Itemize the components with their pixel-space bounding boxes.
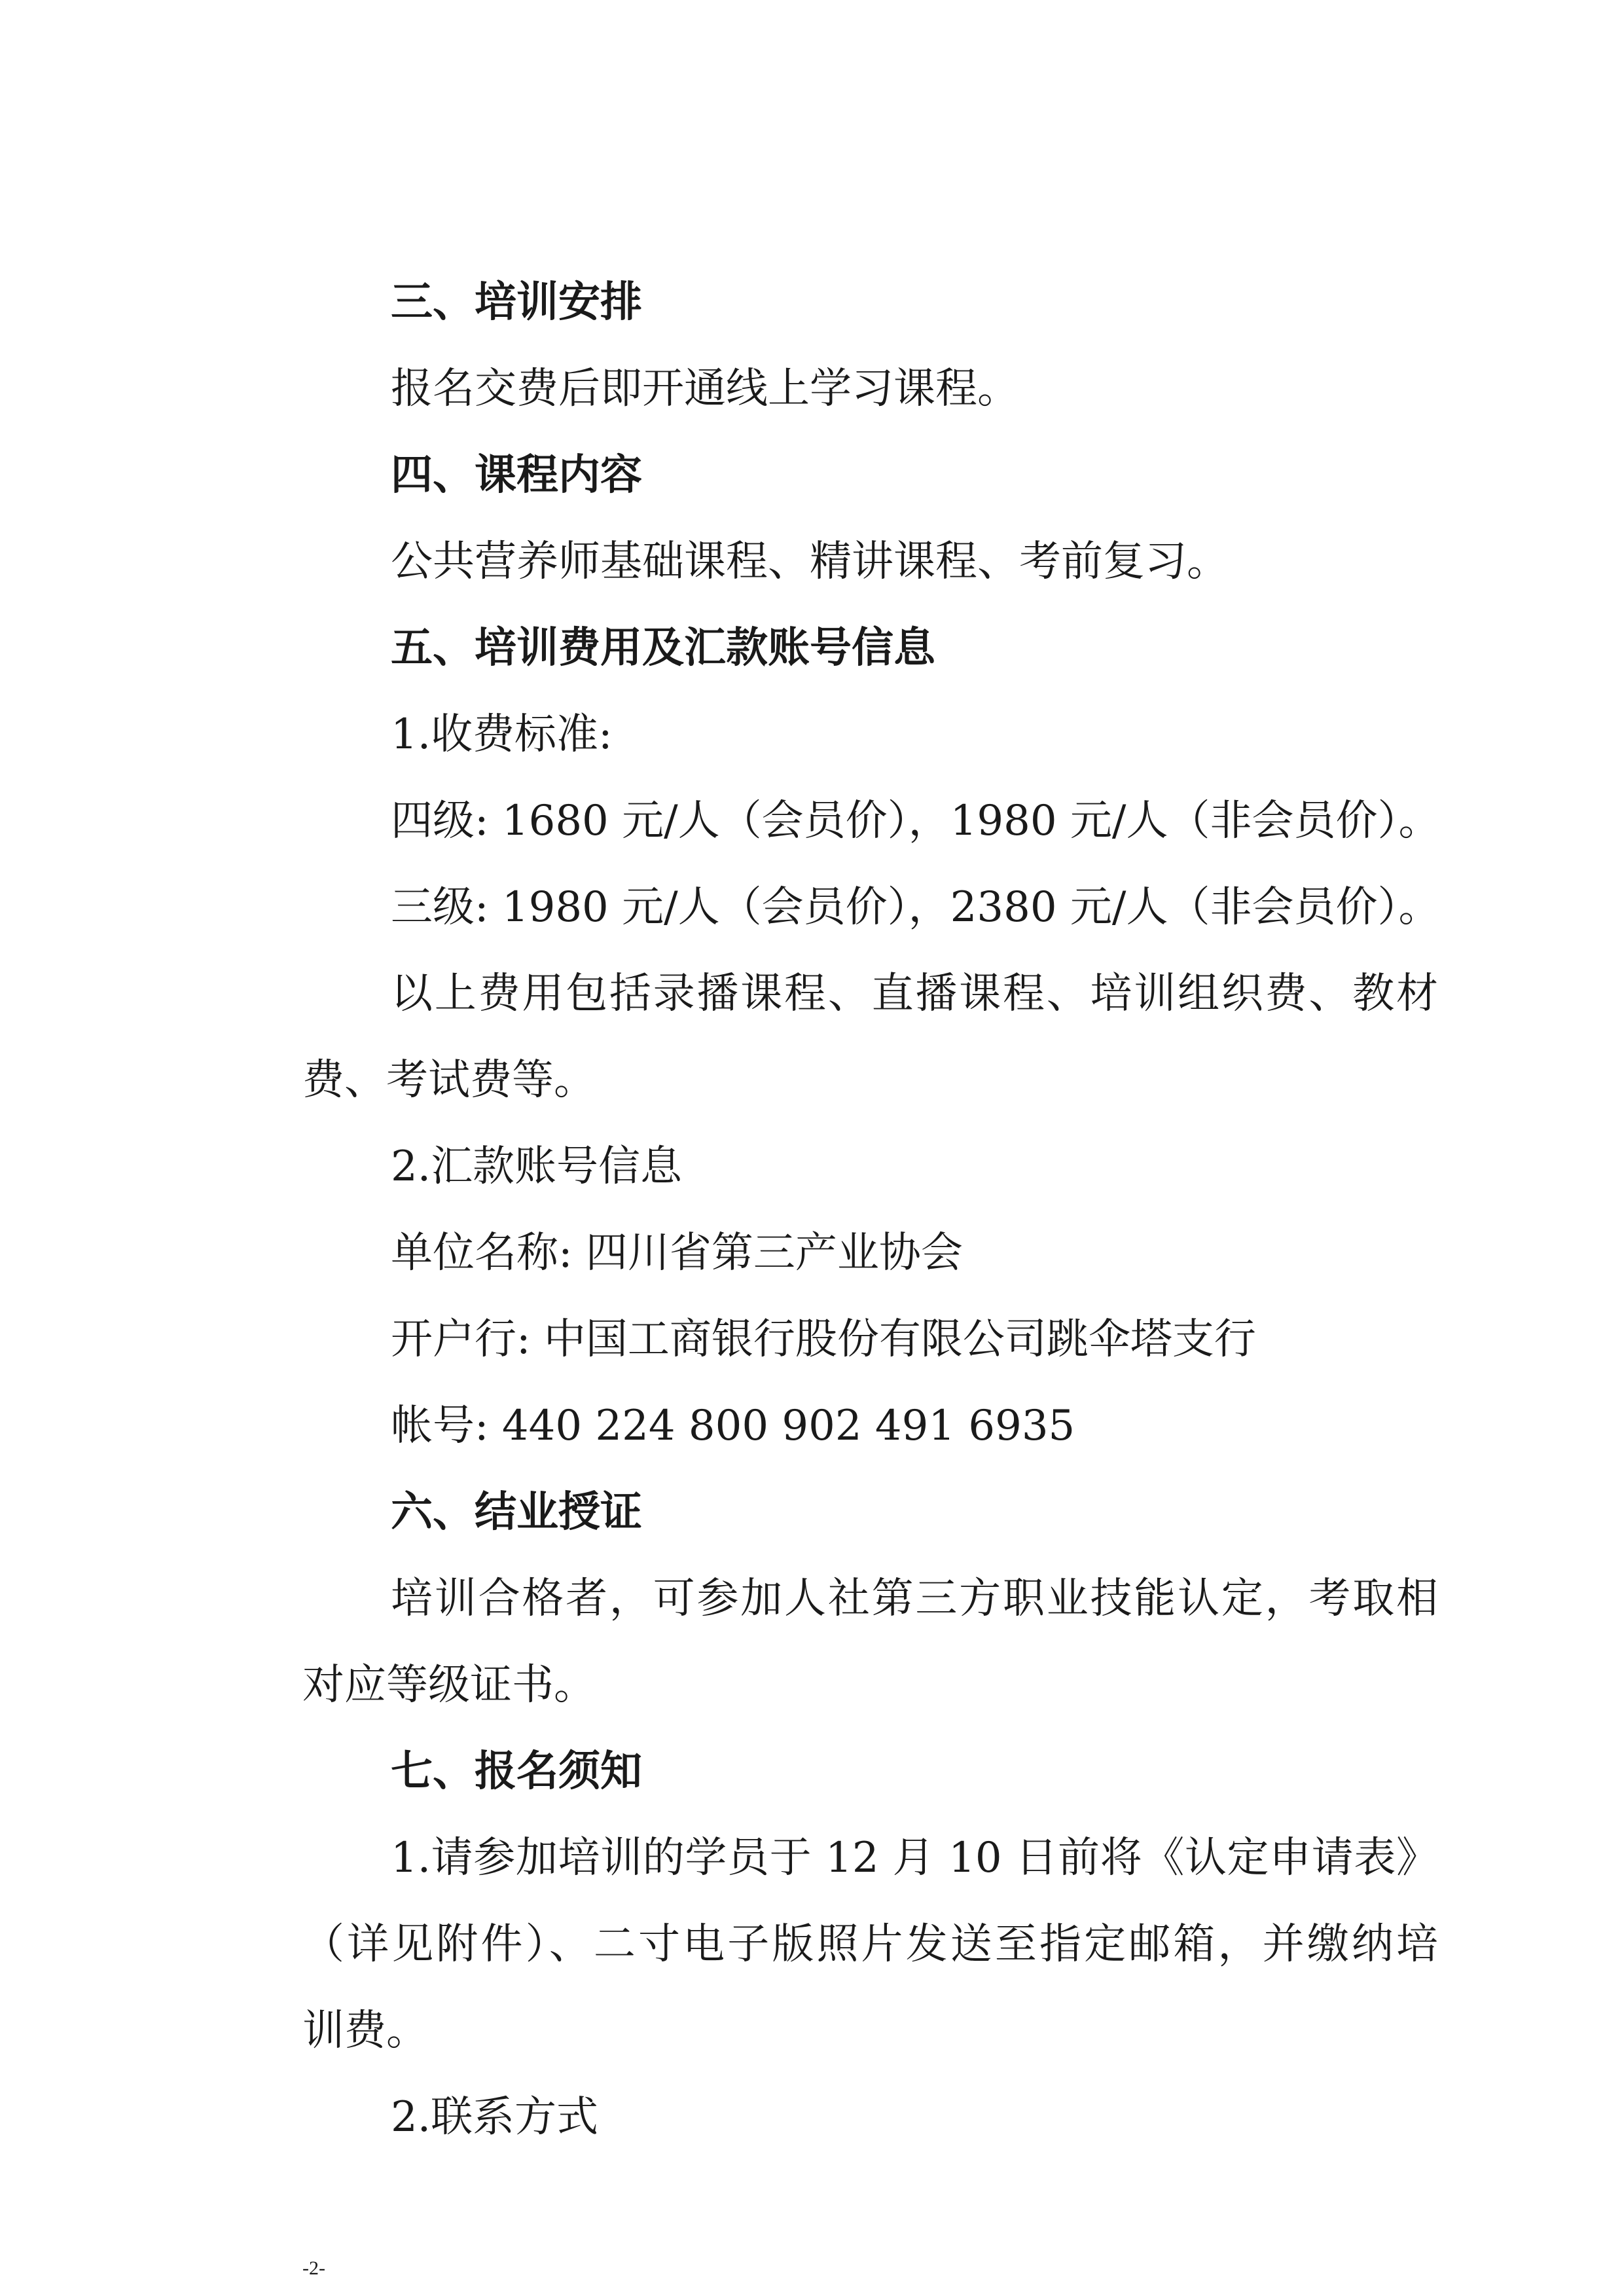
fee-level-4: 四级: 1680 元/人（会员价），1980 元/人（非会员价）。 bbox=[391, 797, 1441, 845]
subheading-account-info: 2.汇款账号信息 bbox=[391, 1142, 683, 1191]
subheading-fee-standard: 1.收费标准: bbox=[391, 710, 613, 759]
account-number: 帐号: 440 224 800 902 491 6935 bbox=[391, 1402, 1075, 1450]
section-heading-training-arrangement: 三、培训安排 bbox=[391, 278, 642, 327]
paragraph: 公共营养师基础课程、精讲课程、考前复习。 bbox=[391, 538, 1229, 586]
paragraph-continuation: 费、考试费等。 bbox=[302, 1056, 596, 1104]
paragraph-continuation: 对应等级证书。 bbox=[302, 1661, 596, 1709]
subheading-contact: 2.联系方式 bbox=[391, 2093, 599, 2141]
paragraph: 报名交费后即开通线上学习课程。 bbox=[391, 365, 1019, 413]
section-heading-certification: 六、结业授证 bbox=[391, 1488, 642, 1537]
section-heading-course-content: 四、课程内容 bbox=[391, 451, 642, 500]
page-number: -2- bbox=[302, 2257, 325, 2279]
fee-level-3: 三级: 1980 元/人（会员价），2380 元/人（非会员价）。 bbox=[391, 883, 1441, 932]
section-heading-fees-account: 五、培训费用及汇款账号信息 bbox=[391, 624, 935, 672]
paragraph-continuation: （详见附件）、二寸电子版照片发送至指定邮箱，并缴纳培 bbox=[302, 1920, 1438, 1969]
paragraph-continuation: 训费。 bbox=[302, 2007, 428, 2055]
paragraph: 以上费用包括录播课程、直播课程、培训组织费、教材 bbox=[391, 970, 1438, 1018]
section-heading-registration-notice: 七、报名须知 bbox=[391, 1747, 642, 1796]
account-name: 单位名称: 四川省第三产业协会 bbox=[391, 1229, 963, 1277]
account-bank: 开户行: 中国工商银行股份有限公司跳伞塔支行 bbox=[391, 1315, 1256, 1364]
paragraph: 培训合格者，可参加人社第三方职业技能认定，考取相 bbox=[391, 1575, 1438, 1623]
paragraph: 1.请参加培训的学员于 12 月 10 日前将《认定申请表》 bbox=[391, 1834, 1438, 1882]
